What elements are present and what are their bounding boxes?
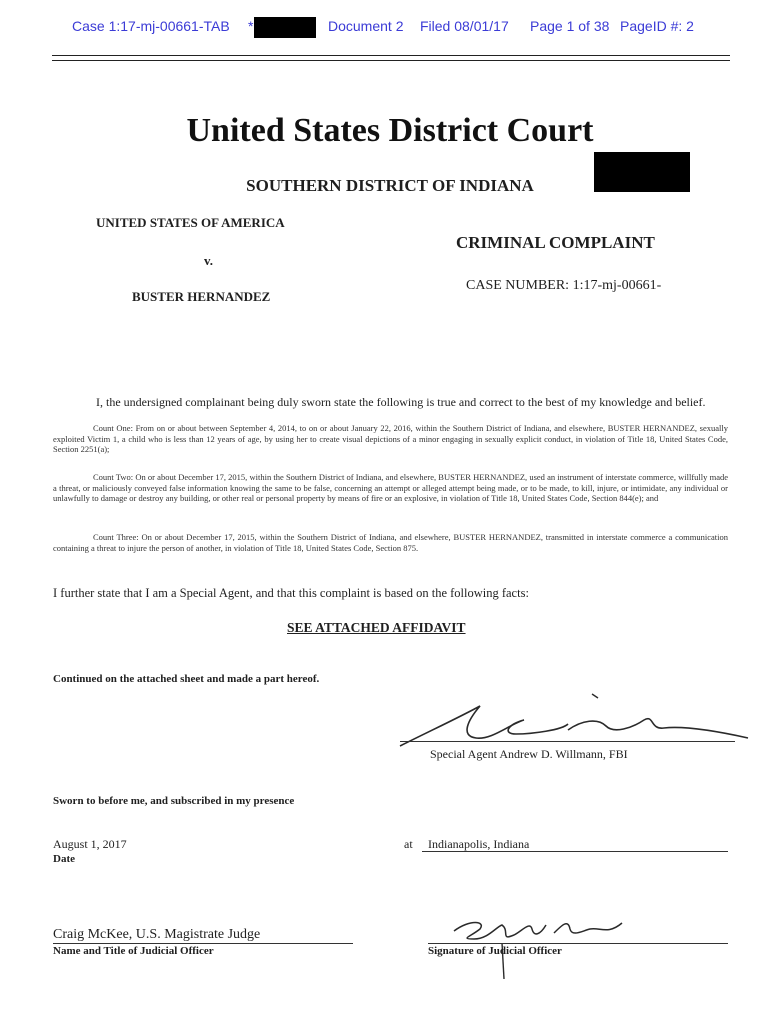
agent-signature-line (400, 741, 735, 742)
see-attached-affidavit: SEE ATTACHED AFFIDAVIT (287, 620, 466, 635)
court-title: United States District Court (186, 112, 594, 149)
redaction-district (594, 152, 690, 192)
header-document: Document 2 (328, 18, 404, 34)
count-three-text: Count Three: On or about December 17, 2015, within the Southern District of Indiana, and elsewhere, BUSTER HERNANDEZ, transmitted in interstate commerce a communication containing a threat to injure the person of another, in violation of Title 18, United States Code, Section 875. (53, 532, 728, 553)
header-page: Page 1 of 38 (530, 18, 610, 34)
location-line (422, 851, 728, 852)
at-label: at (404, 837, 413, 851)
intro-statement: I, the undersigned complainant being duly sworn state the following is true and correct to the best of my knowledge and belief. (96, 395, 706, 409)
count-three (53, 532, 728, 553)
count-one (53, 423, 728, 455)
top-rule-second (52, 60, 730, 61)
case-number: CASE NUMBER: 1:17-mj-00661- (466, 278, 662, 293)
judge-signature-label: Signature of Judicial Officer (428, 945, 562, 957)
count-two-text: Count Two: On or about December 17, 2015, within the Southern District of Indiana, and elsewhere, BUSTER HERNANDEZ, used an instrument of interstate commerce, willfully made a threat, or maliciously conveyed false information knowing the same to be false, concerning an attempt or alleged attempt being made, or to be made, to kill, injure, or intimidate, any individual or unlawfully to damage or destroy any building, or other real or personal property by means of fire or an explosive, in violation of Title 18, United States Code, Section 844(e); and (53, 472, 728, 503)
judge-name: Craig McKee, U.S. Magistrate Judge (53, 927, 261, 942)
complaint-type: CRIMINAL COMPLAINT (456, 233, 655, 252)
date-label: Date (53, 853, 75, 865)
header-case: Case 1:17-mj-00661-TAB (72, 18, 230, 34)
court-district: SOUTHERN DISTRICT OF INDIANA (246, 176, 534, 195)
sworn-statement: Sworn to before me, and subscribed in my presence (53, 795, 295, 807)
continued-note: Continued on the attached sheet and made a part hereof. (53, 673, 320, 685)
agent-name: Special Agent Andrew D. Willmann, FBI (430, 747, 628, 761)
date-value: August 1, 2017 (53, 837, 127, 851)
judge-name-label: Name and Title of Judicial Officer (53, 945, 214, 957)
judge-name-line (53, 943, 353, 944)
plaintiff-name: UNITED STATES OF AMERICA (96, 215, 285, 230)
header-asterisk: * (248, 18, 254, 34)
header-pageid: PageID #: 2 (620, 18, 694, 34)
defendant-name: BUSTER HERNANDEZ (132, 289, 271, 304)
top-rule (52, 55, 730, 56)
header-filed: Filed 08/01/17 (420, 18, 509, 34)
judge-signature-line (428, 943, 728, 944)
versus: v. (204, 253, 214, 268)
redaction-header (254, 17, 316, 38)
further-statement: I further state that I am a Special Agent, and that this complaint is based on the following facts: (53, 586, 529, 600)
location-value: Indianapolis, Indiana (428, 837, 530, 851)
count-two (53, 472, 728, 504)
count-one-text: Count One: From on or about between September 4, 2014, to on or about January 22, 2016, within the Southern District of Indiana, and elsewhere, BUSTER HERNANDEZ, sexually exploited Victim 1, a child who is less than 12 years of age, by using her to create visual depictions of a minor engaging in sexually explicit conduct, in violation of Title 18, United States Code, Section 2251(a); (53, 423, 728, 454)
